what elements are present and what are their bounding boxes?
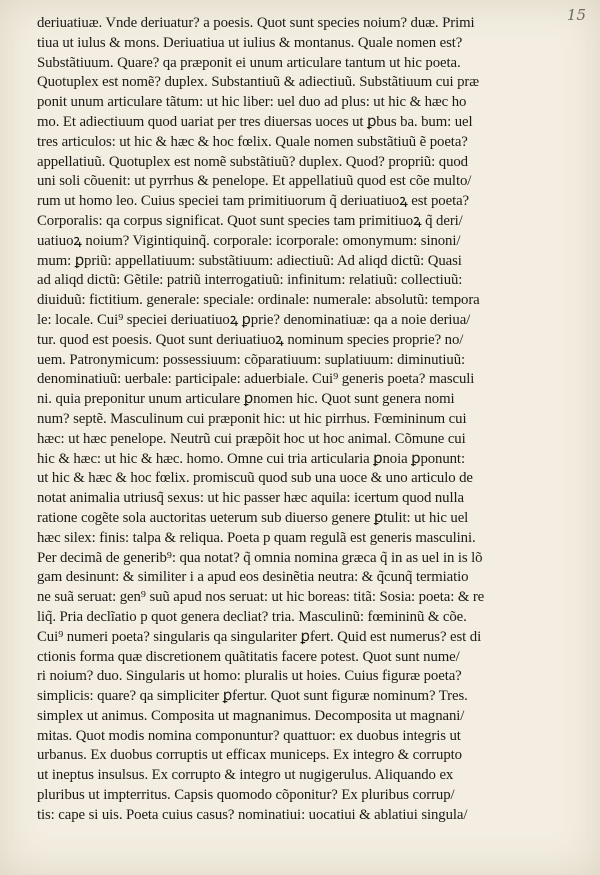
text-line: tres articulos: ut hic & hæc & hoc fœlix. Quale nomen substãtiuũ ẽ poeta? — [37, 133, 468, 150]
text-line: ne suã seruat: gen⁹ suũ apud nos seruat: ut hic boreas: titã: Sosia: poeta: & re — [37, 589, 485, 606]
text-line: rum ut homo leo. Cuius speciei tam primitiuorum q̃ deriuatiuoꝝ est poeta? — [37, 193, 470, 210]
text-line: gam desinunt: & similiter i a apud eos desinẽtia neutra: & q̃cunq̃ termiatio — [37, 569, 469, 586]
text-line: uni soli cõuenit: ut pyrrhus & penelope. Et appellatiuũ quod est cõe multo/ — [37, 173, 472, 190]
text-line: deriuatiuæ. Vnde deriuatur? a poesis. Quot sunt species noium? duæ. Primi — [37, 15, 475, 31]
text-line: mitas. Quot modis nomina componuntur? quattuor: ex duobus integris ut — [37, 727, 461, 744]
text-line: hæc silex: finis: talpa & reliqua. Poeta p quam regulã est generis masculini. — [37, 529, 476, 546]
text-line: simplex ut animus. Composita ut magnanimus. Decomposita ut magnani/ — [37, 707, 465, 724]
text-line: uem. Patronymicum: possessiuum: cõparatiuum: suplatiuum: diminutiuũ: — [37, 351, 466, 368]
text-line: Substãtiuum. Quare? qa præponit ei unum articulare tantum ut hic poeta. — [37, 54, 461, 71]
text-line: denominatiuũ: uerbale: participale: aduerbiale. Cui⁹ generis poeta? masculi — [37, 371, 475, 388]
text-line: appellatiuũ. Quotuplex est nomẽ substãtiuũ? duplex. Quod? propriũ: quod — [37, 153, 468, 170]
text-line: diuiduũ: fictitium. generale: speciale: ordinale: numerale: absolutũ: tempora — [37, 292, 480, 309]
text-line: ri noium? duo. Singularis ut homo: pluralis ut hoies. Cuius figuræ poeta? — [37, 668, 462, 685]
text-line: Cui⁹ numeri poeta? singularis qa singulariter ꝑfert. Quid est numerus? est di — [37, 628, 482, 645]
text-line: notat animalia utriusq̃ sexus: ut hic passer hæc aquila: icertum quod nulla — [37, 490, 464, 507]
text-line: Corporalis: qa corpus significat. Quot sunt species tam primitiuoꝝ q̃ deri/ — [37, 212, 463, 229]
text-line: ut ineptus insulsus. Ex corrupto & integro ut nugigerulus. Aliquando ex — [37, 767, 454, 784]
text-block — [37, 14, 541, 826]
text-line: ponit unum articulare tãtum: ut hic liber: uel duo ad plus: ut hic & hæc ho — [37, 94, 467, 111]
text-line: hæc: ut hæc penelope. Neutrũ cui præpõit hoc ut hoc animal. Cõmune cui — [37, 430, 466, 447]
text-line: simplicis: quare? qa simpliciter ꝑfertur. Quot sunt figuræ nominum? Tres. — [37, 688, 468, 705]
page-number: 15 — [566, 6, 586, 24]
text-line: uatiuoꝝ noium? Vigintiquinq̃. corporale: icorporale: omonymum: sinoni/ — [37, 232, 461, 249]
text-line: Per decimã de generib⁹: qua notat? q̃ omnia nomina græca q̃ in as uel in is lõ — [37, 549, 483, 566]
text-line: hic & hæc: ut hic & hæc. homo. Omne cui tria articularia ꝑnoia ꝑponunt: — [37, 450, 465, 467]
text-line: tiua ut iulus & mons. Deriuatiua ut iulius & montanus. Quale nomen est? — [37, 34, 463, 51]
text-line: pluribus ut impterritus. Capsis quomodo cõponitur? Ex pluribus corrup/ — [37, 787, 455, 804]
text-line: liq̃. Pria declĩatio p quot genera decliat? tria. Masculinũ: fœmininũ & cõe. — [37, 608, 467, 625]
text-line: ni. quia preponitur unum articulare ꝑnomen hic. Quot sunt genera nomi — [37, 391, 455, 408]
text-line: mum: ꝑpriũ: appellatiuum: substãtiuum: adiectiuũ: Ad aliqd dictũ: Quasi — [37, 252, 462, 269]
text-line: mo. Et adiectiuum quod uariat per tres diuersas uoces ut ꝑbus ba. bum: uel — [37, 113, 473, 130]
text-line: ad aliqd dictũ: Gẽtile: patriũ interrogatiuũ: infinitum: relatiuũ: collectiuũ: — [37, 272, 463, 289]
text-line: ctionis forma quæ discretionem quãtitatis facere potest. Quot sunt nume/ — [37, 648, 460, 665]
text-line: Quotuplex est nomẽ? duplex. Substantiuũ & adiectiuũ. Substãtiuum cui præ — [37, 74, 479, 91]
text-line: num? septẽ. Masculinum cui præponit hic: ut hic pirrhus. Fœmininum cui — [37, 410, 467, 427]
text-line: tis: cape si uis. Poeta cuius casus? nominatiui: uocatiui & ablatiui singula/ — [37, 806, 468, 823]
text-line: le: locale. Cui⁹ speciei deriuatiuoꝝ ꝑprie? denominatiuæ: qa a noie deriua/ — [37, 311, 471, 328]
text-line: ut hic & hæc & hoc fœlix. promiscuũ quod sub una uoce & uno articulo de — [37, 470, 473, 487]
text-line: tur. quod est poesis. Quot sunt deriuatiuoꝝ nominum species proprie? no/ — [37, 331, 464, 348]
text-line: urbanus. Ex duobus corruptis ut efficax municeps. Ex integro & corrupto — [37, 747, 462, 764]
text-line: ratione cogẽte sola auctoritas ueterum sub diuerso genere ꝑtulit: ut hic uel — [37, 509, 469, 526]
